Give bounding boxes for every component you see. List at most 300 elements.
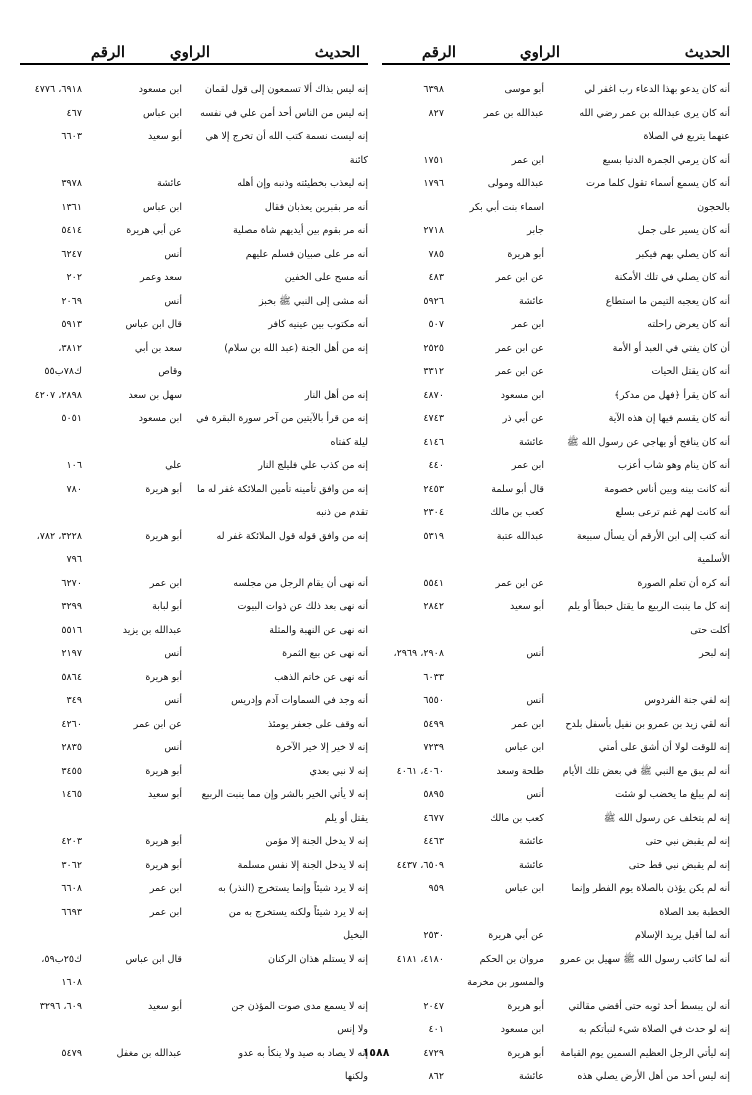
narrator: أبو هريرة [145,859,182,871]
narrator: والمسور بن مخرمة [467,977,544,988]
hadith-number: ٣٤٥٥ [61,765,82,777]
hadith-number: ٥٤٧٩ [61,1047,82,1059]
table-row [380,971,730,994]
table-row [380,290,730,313]
hadith-text: ولكنها [344,1071,368,1082]
narrator: ابن عمر [511,718,544,730]
hadith-number: ٤١٤٦ [423,436,444,448]
hadith-number: ٤٧٢٩ [423,1047,444,1059]
narrator: أنس [164,695,182,706]
hadith-text: إنه لا يأتي الخير بالشر وإن مما ينبت الربيع [201,789,368,800]
narrator: ابن مسعود [138,413,182,424]
hadith-number: ك٢٥ب٥٩، [41,953,82,965]
table-row [380,1065,730,1088]
table-row [380,125,730,148]
narrator: أبو هريرة [145,530,182,542]
hadith-text: أنه كان يقرأ ﴿فهل من مدكر﴾ [614,389,730,401]
hadith-text: أنه كان يسير على جمل [637,225,730,236]
table-row [380,595,730,618]
narrator: أنس [526,789,544,800]
table-row [18,901,368,924]
hadith-number: ١٦٠٨ [61,977,82,988]
narrator: ابن عباس [505,883,544,894]
table-row [380,830,730,853]
hadith-text: أنه كان يصلي في تلك الأمكنة [614,272,730,283]
table-row [18,619,368,642]
hadith-text: كائنة [349,154,368,166]
hadith-text: البخيل [343,930,368,941]
narrator: أبو سعيد [148,789,182,800]
hadith-number: ٦٥٠٩، ٤٤٣٧ [396,859,444,871]
hadith-number: ٦٠٣٣ [423,671,444,683]
hadith-text: أنه لما كاتب رسول الله ﷺ سهيل بن عمرو [560,953,730,965]
hadith-number: ٥٩٢٦ [423,295,444,307]
hadith-text: إنه ليس بذاك ألا تسمعون إلى قول لقمان [204,84,368,95]
narrator: أبو هريرة [507,1000,544,1012]
table-row [380,243,730,266]
narrator: ابن عمر [511,460,544,471]
hadith-text: إنه لا نبي بعدي [309,765,368,777]
narrator: أنس [164,248,182,260]
table-row [380,478,730,501]
table-row [18,149,368,172]
hadith-number: ٨٢٧ [428,107,444,119]
narrator: طلحة وسعد [496,765,544,777]
hadith-text: إنه لم يبلغ ما يخضب لو شئت [615,789,730,800]
table-row [18,313,368,336]
table-row [18,807,368,830]
table-row [18,736,368,759]
right-header-hadith: الحديث [684,43,730,61]
hadith-number: ٢٨٤٢ [423,601,444,612]
table-row [18,337,368,360]
hadith-text: يقتل أو يلم [324,812,368,824]
table-row [18,666,368,689]
narrator: أنس [164,295,182,307]
hadith-text: إنه ليأتي الرجل العظيم السمين يوم القيامة [560,1047,730,1059]
hadith-number: ٧٨٠ [66,483,82,495]
hadith-text: أنه مر بقوم بين أيديهم شاة مصلية [232,225,368,236]
hadith-text: إنه من أهل الجنة (عبد الله بن سلام) [224,342,368,354]
table-row [18,501,368,524]
hadith-number: ٥٣١٩ [423,530,444,542]
table-row [18,454,368,477]
narrator: عن أبي هريرة [126,225,182,236]
hadith-number: ٣٩٧٨ [61,178,82,189]
left-header-rawi: الراوي [169,43,210,61]
hadith-text: أنه كان ينام وهو شاب أعزب [617,460,730,471]
hadith-number: ٢٨٣٥ [61,742,82,753]
hadith-number: ٤٦٧٧ [423,812,444,824]
hadith-number: ١٣٦١ [61,201,82,213]
table-row [18,595,368,618]
hadith-text: أنه لما أقبل يريد الإسلام [635,930,730,941]
page-number: ١٥٨٨ [362,1046,390,1059]
narrator: أنس [526,648,544,659]
table-row [380,924,730,947]
table-row [18,1018,368,1041]
narrator: أبو سعيد [148,1000,182,1012]
table-row [18,172,368,195]
narrator: عائشة [518,436,544,448]
narrator: ابن عمر [511,319,544,330]
table-row [18,572,368,595]
hadith-number: ١٠٦ [66,460,82,471]
table-row [18,854,368,877]
hadith-number: ٦٢٧٠ [61,577,82,589]
hadith-number: ٢١٩٧ [61,648,82,659]
narrator: أبو لبابة [152,601,182,612]
table-row [18,1065,368,1088]
table-row [380,501,730,524]
table-row [380,431,730,454]
table-row [18,290,368,313]
hadith-text: إنه لا يرد شيئاً وإنما يستخرج (النذر) به [218,883,368,894]
narrator: عن ابن عمر [133,718,182,730]
right-header-raqm: الرقم [421,43,456,61]
hadith-text: أنه مكتوب بين عينيه كافر [268,319,368,330]
hadith-number: ٣٠٦٢ [61,859,82,871]
table-row [380,525,730,548]
table-row [380,548,730,571]
narrator: قال ابن عباس [125,953,182,965]
narrator: أبو هريرة [145,836,182,847]
hadith-number: ٤٢٠٣ [61,836,82,847]
hadith-text: إنه لو حدث في الصلاة شيء لنبأتكم به [578,1024,730,1035]
hadith-text: أنه كان يصلي بهم فيكبر [636,248,730,260]
table-row [18,948,368,971]
table-row [380,689,730,712]
narrator: عن ابن عمر [495,272,544,283]
hadith-number: ٢٥٢٥ [423,342,444,354]
table-row [18,642,368,665]
hadith-number: ٣٨١٢، [58,342,82,354]
narrator: ابن مسعود [500,389,544,401]
table-row [18,1042,368,1065]
hadith-text: أنه مسح على الخفين [284,272,368,283]
hadith-text: إنه للوقت لولا أن أشق على أمتي [598,742,730,753]
left-header-hadith: الحديث [314,43,360,61]
narrator: عن ابن عمر [495,577,544,589]
hadith-text: أنه كان يرى عبدالله بن عمر رضي الله [579,107,730,119]
table-row [380,736,730,759]
table-row [380,642,730,665]
table-row [18,431,368,454]
table-row [18,478,368,501]
hadith-text: أنه كانت بينه وبين أناس خصومة [604,483,730,495]
narrator: عبدالله عتبة [496,530,544,542]
hadith-text: إنه لم يتخلف عن رسول الله ﷺ [603,812,730,824]
hadith-text: إنه ليعذب بخطيئته وذنبه وإن أهله [237,178,368,189]
hadith-number: ٣٢٩٩ [61,601,82,612]
table-row [380,360,730,383]
table-row [18,384,368,407]
narrator: أبو هريرة [507,1047,544,1059]
table-row [18,830,368,853]
table-row [380,877,730,900]
hadith-number: ٢٧١٨ [423,225,444,236]
hadith-number: ٤١٨٠، ٤١٨١ [396,953,444,965]
table-row [18,525,368,548]
table-row [380,266,730,289]
hadith-number: ٧٢٣٩ [423,742,444,753]
narrator: عبدالله ومولى [487,178,544,189]
narrator: عن ابن عمر [495,342,544,354]
narrator: ابن عباس [143,201,182,213]
narrator: عن أبي ذر [502,413,544,424]
hadith-number: ٤٦٧ [66,107,82,119]
hadith-number: ٤٤٦٣ [423,836,444,847]
hadith-text: أنه مر بقبرين يعذبان فقال [264,201,368,213]
hadith-text: أن كان يفتي في العبد أو الأمة [612,342,730,354]
hadith-text: إنه من وافق قوله قول الملائكة غفر له [216,530,368,542]
hadith-text: أنه نهى عن بيع الثمرة [282,648,368,659]
table-row [380,78,730,101]
hadith-number: ٤٠٦٠، ٤٠٦١ [396,765,444,777]
hadith-number: ٣٤٩ [66,695,82,706]
narrator: أبو هريرة [145,483,182,495]
table-row [380,666,730,689]
table-row [18,266,368,289]
hadith-number: ٤٨٧٠ [423,389,444,401]
table-row [18,924,368,947]
hadith-number: ٤٠١ [428,1024,444,1035]
right-header-rule [382,63,730,65]
narrator: أبو هريرة [145,671,182,683]
hadith-text: أنه لم يبق مع النبي ﷺ في بعض تلك الأيام [562,765,730,777]
hadith-text: أنه كانت لهم غنم ترعى بسلع [615,507,730,518]
hadith-number: ٢٥٣٠ [423,930,444,941]
hadith-number: ٢٩٠٨، ٢٩٦٩، [393,648,444,659]
table-row [380,454,730,477]
hadith-text: أنه نهى أن يقام الرجل من مجلسه [233,577,368,589]
narrator: كعب بن مالك [490,507,544,518]
table-row [18,125,368,148]
hadith-text: عنهما يتربع في الصلاة [643,131,730,142]
hadith-text: إنه من قرأ بالآيتين من آخر سورة البقرة في [196,413,368,424]
table-row [380,572,730,595]
narrator: عائشة [518,1071,544,1082]
hadith-text: إنه من أهل النار [304,389,368,401]
hadith-text: أنه مر على صبيان فسلم عليهم [245,248,368,260]
hadith-text: إنه لا خير إلا خير الآخرة [276,742,368,753]
hadith-text: أنه كان يسمع أسماء تقول كلما مرت [585,178,730,189]
narrator: سهل بن سعد [128,389,182,401]
table-row [18,877,368,900]
narrator: عائشة [518,836,544,847]
table-row [380,384,730,407]
narrator: ابن عمر [149,906,182,918]
narrator: ابن مسعود [500,1024,544,1035]
hadith-text: الخطبة بعد الصلاة [659,906,730,918]
table-row [380,1042,730,1065]
hadith-text: أنه كتب إلى ابن الأرقم أن يسأل سبيعة [576,530,730,542]
hadith-text: إنه لا يسمع مدى صوت المؤذن جن [231,1000,368,1012]
narrator: مروان بن الحكم [479,953,544,965]
hadith-text: ليلة كفتاه [330,436,368,448]
table-row [380,102,730,125]
hadith-number: ٥٨٩٥ [423,789,444,800]
narrator: أنس [164,742,182,753]
hadith-text: إنه لم يقبض نبي حتى [645,836,730,847]
hadith-text: الأسلمية [697,554,730,565]
hadith-number: ٦٩١٨، ٤٧٧٦ [34,84,82,95]
hadith-number: ٨٦٢ [428,1071,444,1082]
table-row [18,689,368,712]
hadith-text: إنه لبحر [699,648,730,659]
hadith-number: ٥٥١٦ [61,624,82,636]
hadith-text: أنه لقي زيد بن عمرو بن نفيل بأسفل بلدح [565,718,730,730]
hadith-number: ٤٧٤٣ [423,413,444,424]
table-row [380,783,730,806]
hadith-text: بالحجون [697,201,730,213]
narrator: أبو هريرة [507,248,544,260]
table-row [18,78,368,101]
right-header-rawi: الراوي [519,43,560,61]
hadith-text: أنه كره أن تعلم الصورة [637,577,730,589]
narrator: علي [165,460,182,471]
table-row [18,102,368,125]
narrator: عبدالله بن مغفل [116,1047,182,1059]
hadith-text: أنه مشى إلى النبي ﷺ بخبز [258,295,368,307]
hadith-text: تقدم من ذنبه [315,507,368,518]
hadith-number: ١٧٥١ [423,154,444,166]
hadith-number: ك٧٨ب٥٥ [44,366,82,377]
hadith-text: أنه وجد في السماوات آدم وإدريس [231,695,368,706]
hadith-text: إنه ليس من الناس أحد أمن علي في نفسه [200,107,368,119]
table-row [380,760,730,783]
hadith-number: ٥٤١٤ [61,225,82,236]
narrator: أنس [526,695,544,706]
hadith-text: ولا إنس [337,1024,368,1035]
narrator: أبو سعيد [510,601,544,612]
hadith-text: أنه كان ينافح أو يهاجي عن رسول الله ﷺ [566,436,730,448]
hadith-number: ٩٥٩ [428,883,444,894]
narrator: ابن عمر [149,577,182,589]
hadith-text: أنه لن يبسط أحد ثوبه حتى أقضي مقالتي [568,1000,730,1012]
table-row [380,901,730,924]
narrator: أنس [164,648,182,659]
hadith-number: ٥٠٥١ [61,413,82,424]
hadith-number: ٧٩٦ [66,554,82,565]
hadith-text: أنه كان يعجبه التيمن ما استطاع [605,295,730,307]
table-row [18,219,368,242]
narrator: أبو موسى [504,84,544,95]
hadith-number: ٥٤٩٩ [423,718,444,730]
hadith-number: ٥٩١٣ [61,319,82,330]
table-row [18,407,368,430]
hadith-number: ٤٢٦٠ [61,718,82,730]
hadith-text: أنه كان يدعو بهذا الدعاء رب اغفر لي [584,84,730,95]
hadith-number: ٦٠٩، ٣٢٩٦ [39,1000,82,1012]
hadith-number: ٦٦٠٣ [61,131,82,142]
hadith-number: ٢٣٠٤ [423,507,444,518]
table-row [380,1018,730,1041]
table-row [380,854,730,877]
hadith-text: انه نهى عن النهبة والمثلة [269,624,368,636]
hadith-number: ٢٠٤٧ [423,1000,444,1012]
hadith-text: إنه من وافق تأمينه تأمين الملائكة غفر له ما [196,483,368,495]
hadith-number: ٥٠٧ [428,319,444,330]
table-row [380,407,730,430]
table-row [380,196,730,219]
hadith-number: ١٤٦٥ [61,789,82,800]
hadith-text: إنه ليس أحد من أهل الأرض يصلي هذه [577,1071,730,1082]
table-row [18,995,368,1018]
hadith-number: ٦٦٩٣ [61,906,82,918]
narrator: سعد وعمر [140,272,182,283]
table-row [18,243,368,266]
narrator: أبو سعيد [148,131,182,142]
hadith-text: إنه من كذب علي فليلج النار [258,460,368,471]
table-row [18,548,368,571]
table-row [18,760,368,783]
hadith-number: ٣٢٢٨، ٧٨٢، [36,530,82,542]
narrator: عن ابن عمر [495,366,544,377]
narrator: عبدالله بن عمر [483,107,544,119]
table-row [18,713,368,736]
hadith-text: إنه لا يدخل الجنة إلا مؤمن [265,836,368,847]
hadith-text: إنه لا يرد شيئاً ولكنه يستخرج به من [228,906,368,918]
hadith-text: أنه وقف على جعفر يومئذ [267,718,368,730]
hadith-number: ٣٣١٢ [423,366,444,377]
narrator: ابن عمر [511,154,544,166]
hadith-text: أنه نهى عن خاتم الذهب [274,671,368,683]
narrator: عبدالله بن يزيد [122,624,182,636]
hadith-text: أنه نهى بعد ذلك عن ذوات البيوت [237,601,368,612]
hadith-number: ٢٠٦٩ [61,295,82,307]
narrator: ابن عمر [149,883,182,894]
hadith-number: ٦٣٩٨ [423,84,444,95]
narrator: قال أبو سلمة [491,483,544,495]
narrator: كعب بن مالك [490,812,544,824]
table-row [380,337,730,360]
hadith-number: ٤٨٣ [428,272,444,283]
narrator: سعد بن أبي [134,342,182,354]
hadith-number: ٢٤٥٣ [423,483,444,495]
narrator: عن أبي هريرة [488,930,544,941]
hadith-text: أنه كان يرمي الجمرة الدنيا بسبع [602,154,730,166]
narrator: أبو هريرة [145,765,182,777]
narrator: ابن عباس [143,107,182,119]
hadith-text: إنه لا يستلم هذان الركنان [268,953,368,965]
table-row [380,995,730,1018]
hadith-number: ١٧٩٦ [423,178,444,189]
hadith-number: ٦٢٤٧ [61,248,82,260]
hadith-number: ٦٦٠٨ [61,883,82,894]
table-row [380,619,730,642]
narrator: قال ابن عباس [125,319,182,330]
narrator: جابر [527,225,544,236]
table-row [18,971,368,994]
narrator: عائشة [156,178,182,189]
hadith-number: ٤٤٠ [428,460,444,471]
table-row [18,360,368,383]
table-row [380,713,730,736]
hadith-number: ٥٨٦٤ [61,671,82,683]
narrator: اسماء بنت أبي بكر [469,201,544,213]
hadith-text: أنه لم يكن يؤذن بالصلاة يوم الفطر وإنما [571,883,730,894]
hadith-number: ٥٥٤١ [423,577,444,589]
narrator: ابن عباس [505,742,544,753]
hadith-text: إنه ليست نسمة كتب الله أن تخرج إلا هي [205,131,368,142]
hadith-text: أكلت حتى [690,624,730,636]
hadith-number: ٦٥٥٠ [423,695,444,706]
table-row [380,313,730,336]
table-row [380,807,730,830]
hadith-text: إنه لا يدخل الجنة إلا نفس مسلمة [237,859,368,871]
table-row [380,948,730,971]
